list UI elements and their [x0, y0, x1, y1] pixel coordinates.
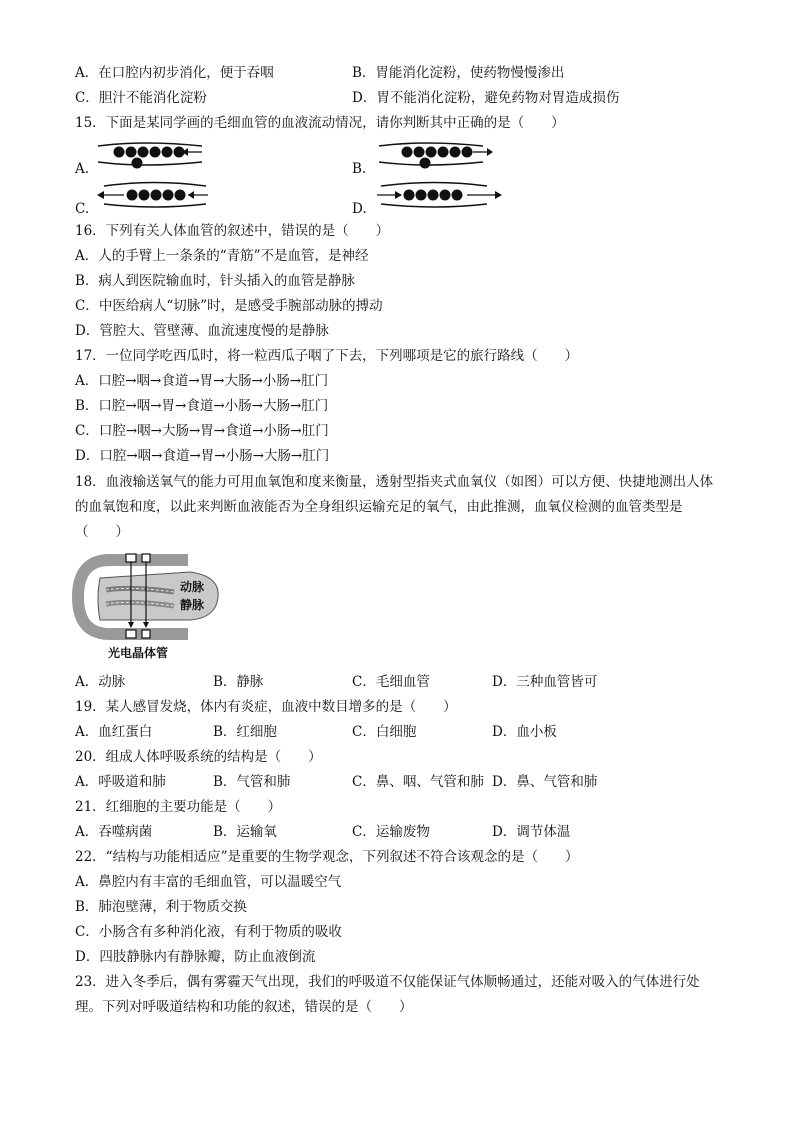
photo-transistor-caption: 光电晶体管 — [108, 646, 169, 660]
q22-option-d: D．四肢静脉内有静脉瓣，防止血液倒流 — [75, 949, 316, 965]
q20-option-b: B．气管和肺 — [213, 774, 291, 790]
q16-option-d: D．管腔大、管壁薄、血流速度慢的是静脉 — [75, 323, 329, 339]
pulse-oximeter-figure — [70, 550, 230, 644]
q19-option-b: B．红细胞 — [213, 724, 277, 740]
q23-stem-line-1: 23．进入冬季后，偶有雾霾天气出现，我们的呼吸道不仅能保证气体顺畅通过，还能对吸入的气体进行处 — [75, 974, 700, 990]
q18-option-b: B．静脉 — [213, 674, 264, 690]
q15-label-a: A. — [75, 161, 90, 177]
q19-stem: 19．某人感冒发烧，体内有炎症，血液中数目增多的是（ ） — [75, 699, 457, 715]
q14-option-b: B．胃能消化淀粉，使药物慢慢渗出 — [352, 65, 565, 81]
q17-stem: 17．一位同学吃西瓜时，将一粒西瓜子咽了下去，下列哪项是它的旅行路线（ ） — [75, 348, 579, 364]
q19-option-d: D．血小板 — [492, 724, 557, 740]
q16-option-c: C．中医给病人“切脉”时，是感受手腕部动脉的搏动 — [75, 298, 383, 314]
q21-option-d: D．调节体温 — [492, 824, 571, 840]
q18-stem-line-3: （ ） — [75, 524, 129, 540]
q21-option-c: C．运输废物 — [352, 824, 430, 840]
q15-label-b: B. — [352, 161, 367, 177]
q18-option-d: D．三种血管皆可 — [492, 674, 598, 690]
q21-stem: 21．红细胞的主要功能是（ ） — [75, 799, 282, 815]
q18-option-a: A．动脉 — [75, 674, 126, 690]
q22-stem: 22．“结构与功能相适应”是重要的生物学观念，下列叙述不符合该观念的是（ ） — [75, 849, 579, 865]
q15-capillary-diagram-d — [375, 180, 505, 210]
q15-capillary-diagram-b — [375, 140, 495, 172]
q14-option-c: C．胆汁不能消化淀粉 — [75, 90, 207, 106]
q20-option-c: C．鼻、咽、气管和肺 — [352, 774, 484, 790]
q22-option-c: C．小肠含有多种消化液，有利于物质的吸收 — [75, 924, 342, 940]
q15-capillary-diagram-c — [94, 180, 210, 210]
q21-option-a: A．吞噬病菌 — [75, 824, 153, 840]
q21-option-b: B．运输氧 — [213, 824, 277, 840]
q18-stem-line-2: 的血氧饱和度，以此来判断血液能否为全身组织运输充足的氧气，由此推测，血氧仪检测的血管类型是 — [75, 499, 683, 515]
q22-option-a: A．鼻腔内有丰富的毛细血管，可以温暖空气 — [75, 874, 342, 890]
q19-option-a: A．血红蛋白 — [75, 724, 153, 740]
q15-label-d: D. — [352, 201, 367, 217]
q20-option-d: D．鼻、气管和肺 — [492, 774, 598, 790]
q15-label-c: C. — [75, 201, 90, 217]
q20-stem: 20．组成人体呼吸系统的结构是（ ） — [75, 749, 322, 765]
q17-option-d: D．口腔→咽→食道→胃→小肠→大肠→肛门 — [75, 448, 330, 464]
q16-option-a: A．人的手臂上一条条的“青筋”不是血管，是神经 — [75, 248, 369, 264]
q17-option-a: A．口腔→咽→食道→胃→大肠→小肠→肛门 — [75, 373, 329, 389]
q16-option-b: B．病人到医院输血时，针头插入的血管是静脉 — [75, 273, 355, 289]
vein-label: 静脉 — [180, 598, 205, 612]
q23-stem-line-2: 理。下列对呼吸道结构和功能的叙述，错误的是（ ） — [75, 999, 413, 1015]
q14-option-d: D．胃不能消化淀粉，避免药物对胃造成损伤 — [352, 90, 620, 106]
q16-stem: 16．下列有关人体血管的叙述中，错误的是（ ） — [75, 223, 390, 239]
q17-option-c: C．口腔→咽→大肠→胃→食道→小肠→肛门 — [75, 423, 329, 439]
q18-stem-line-1: 18．血液输送氧气的能力可用血氧饱和度来衡量，透射型指夹式血氧仪（如图）可以方便、快捷地测出人体 — [75, 474, 714, 490]
q17-option-b: B．口腔→咽→胃→食道→小肠→大肠→肛门 — [75, 398, 329, 414]
artery-label: 动脉 — [180, 580, 205, 594]
q22-option-b: B．肺泡壁薄，利于物质交换 — [75, 899, 247, 915]
q15-capillary-diagram-a — [94, 140, 206, 172]
q19-option-c: C．白细胞 — [352, 724, 417, 740]
q18-option-c: C．毛细血管 — [352, 674, 430, 690]
q15-stem: 15．下面是某同学画的毛细血管的血液流动情况，请你判断其中正确的是（ ） — [75, 115, 565, 131]
q20-option-a: A．呼吸道和肺 — [75, 774, 166, 790]
q14-option-a: A．在口腔内初步消化，便于吞咽 — [75, 65, 274, 81]
